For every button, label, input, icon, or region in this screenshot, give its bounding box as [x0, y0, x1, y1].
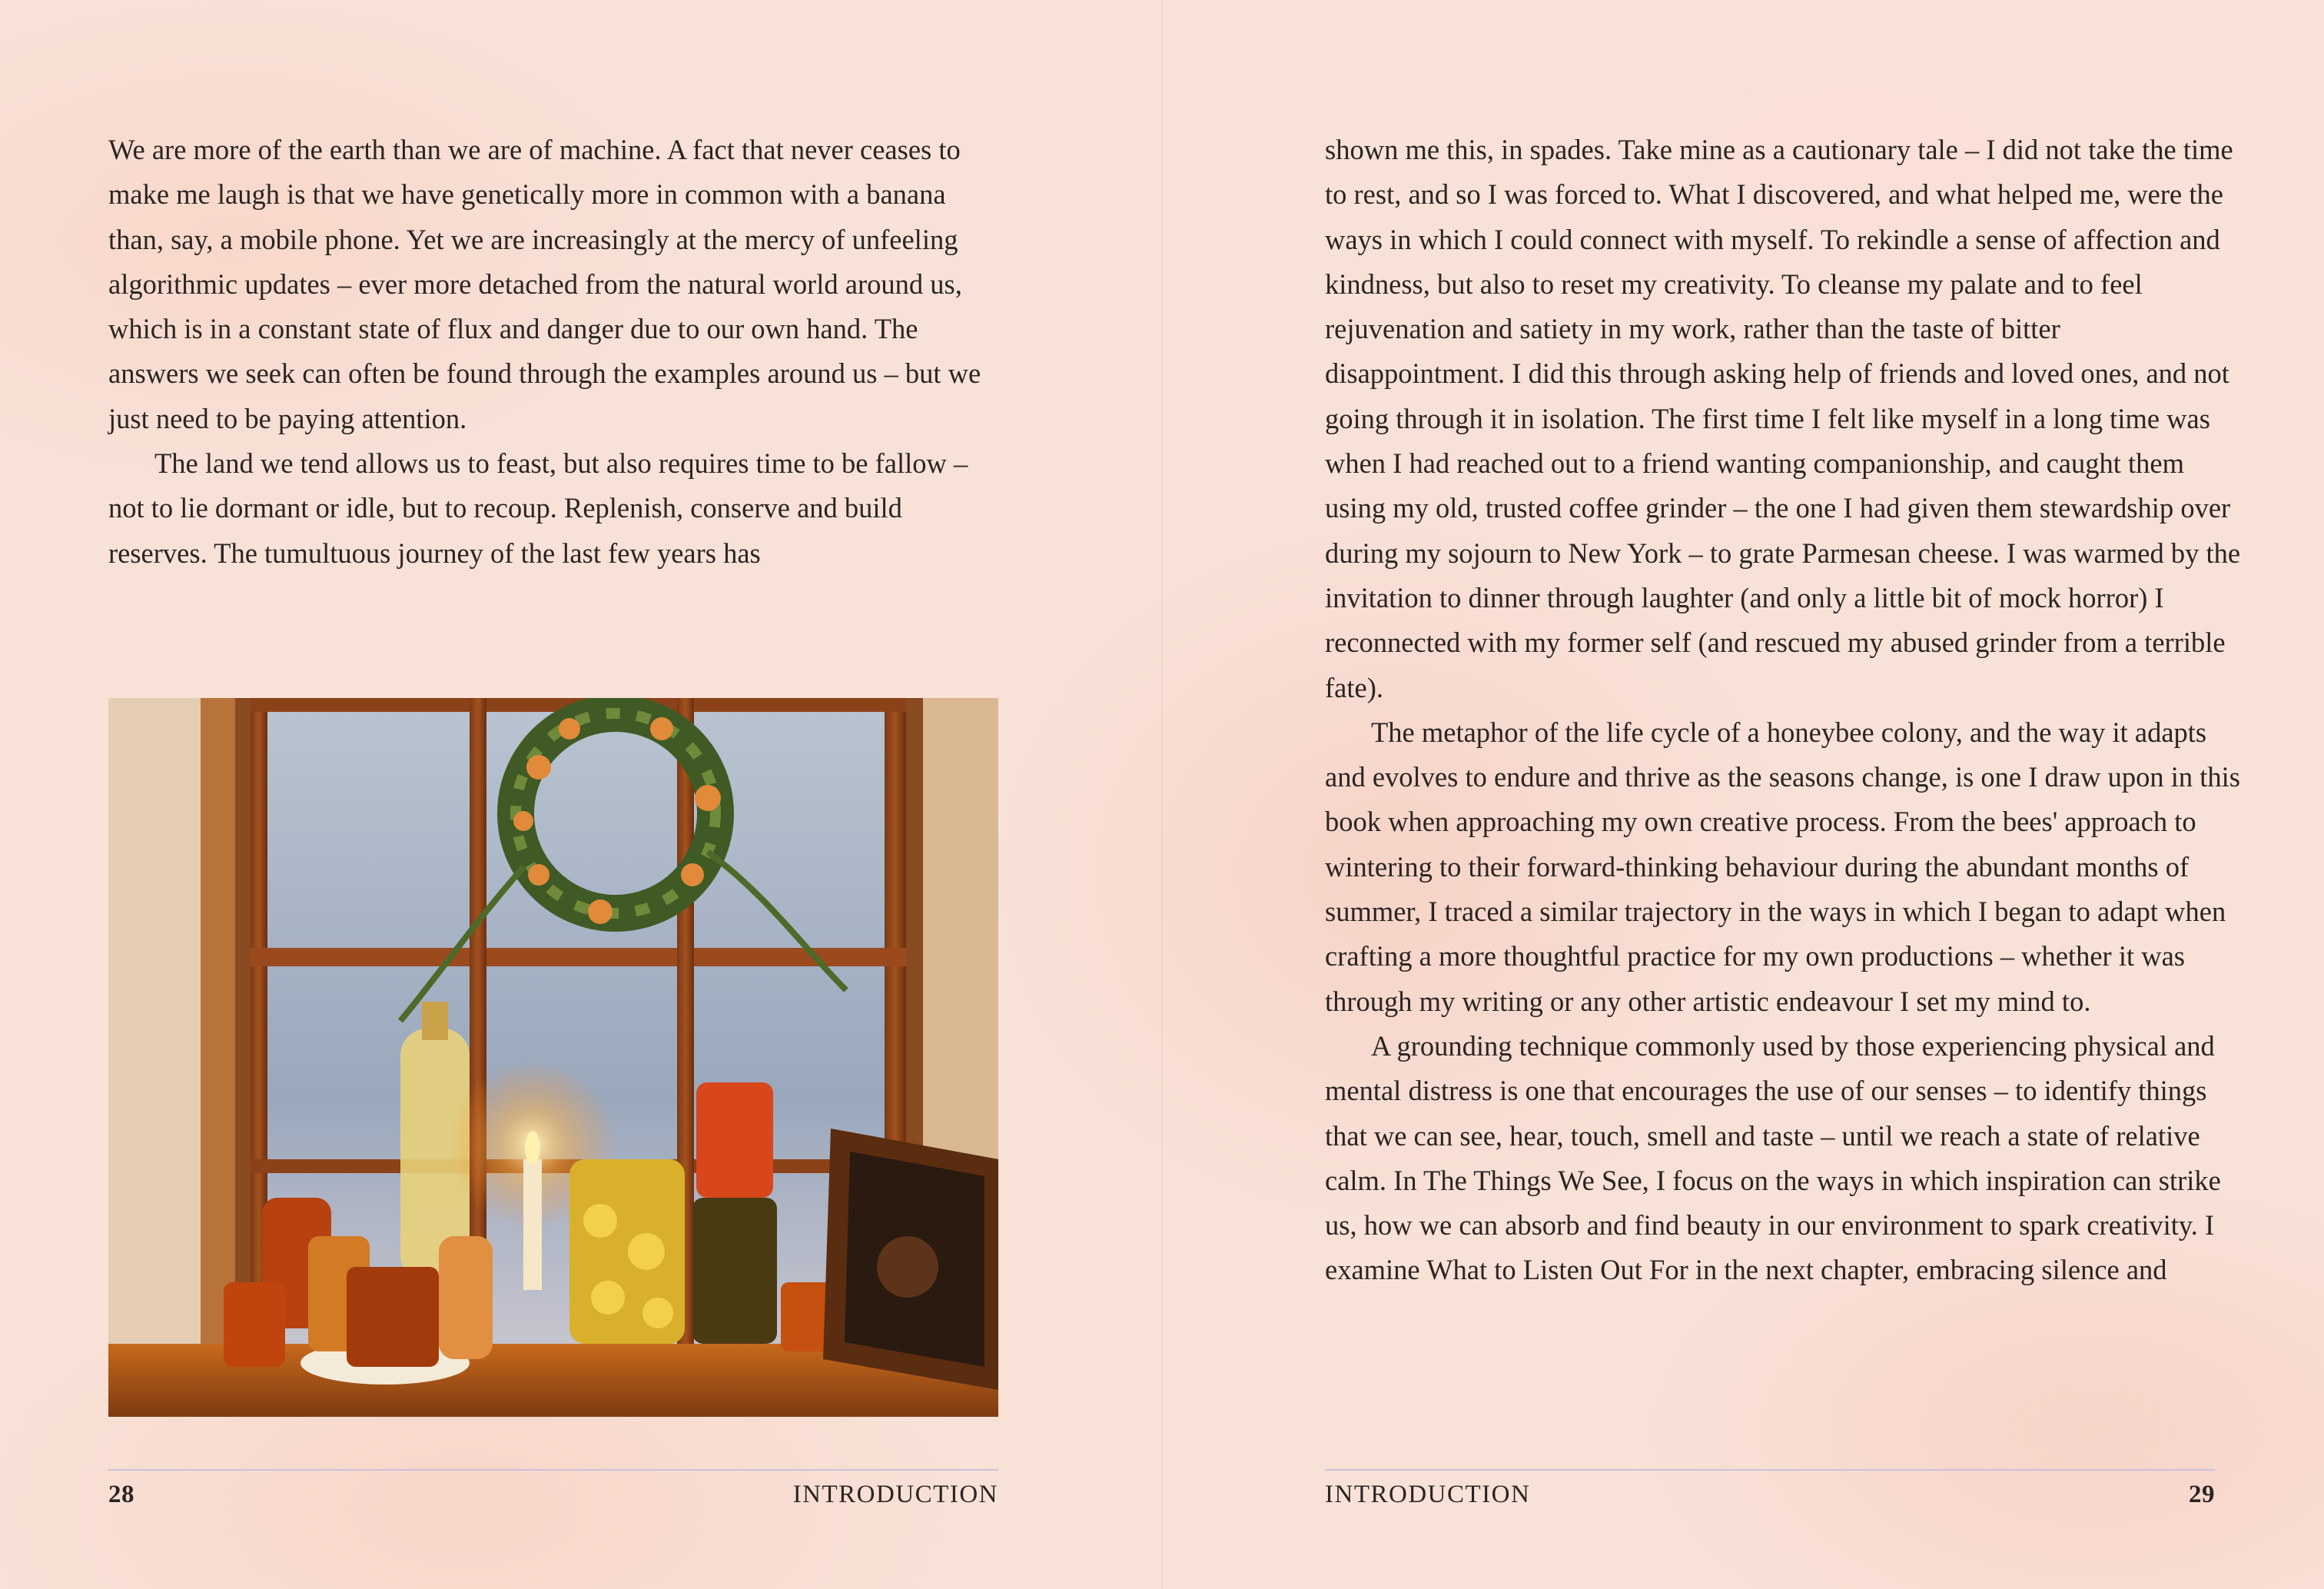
page-number-right: 29 [2189, 1481, 2215, 1508]
right-paragraph-2: The metaphor of the life cycle of a honeybee colony, and the way it adapts and evolves to endure and thrive as the seasons change, is one I draw upon in this book when approaching my own creative process. From the bees' approach to wintering to their forward-thinking behaviour during the abundant months of summer, I traced a similar trajectory in the ways in which I began to adapt when crafting a more thoughtful practice for my own productions – whether it was through my writing or any other artistic endeavour I set my mind to. [1325, 716, 2241, 1017]
running-head-right: INTRODUCTION [1325, 1481, 1531, 1508]
footer-rule-left [108, 1469, 998, 1471]
photo-illustration [108, 698, 998, 1417]
right-paragraph-3: A grounding technique commonly used by those experiencing physical and mental distress is one that encourages the use of our senses – to identify things that we can see, hear, touch, smell and taste – until we reach a state of relative calm. In The Things We See, I focus on the ways in which inspiration can strike us, how we can absorb and find beauty in our environment to spark creativity. I examine What to Listen Out For in the next chapter, embracing silence and [1325, 1029, 2221, 1286]
right-body-text [1325, 128, 2247, 1293]
right-page [1162, 0, 2324, 1589]
left-paragraph-2: The land we tend allows us to feast, but also requires time to be fallow – not to lie dormant or idle, but to recoup. Replenish, conserve and build reserves. The tumultuous journey of the last few years has [108, 447, 968, 569]
left-paragraph-1: We are more of the earth than we are of machine. A fact that never ceases to make me laugh is that we have genetically more in common with a banana than, say, a mobile phone. Yet we are increasingly at the mercy of unfeeling algorithmic updates – ever more detached from the natural world around us, which is in a constant state of flux and danger due to our own hand. The answers we seek can often be found through the examples around us – but we just need to be paying attention. [108, 134, 981, 434]
running-head-left: INTRODUCTION [792, 1481, 998, 1508]
left-body-text [108, 128, 992, 576]
page-number-left: 28 [108, 1481, 134, 1508]
footer-rule-right [1325, 1469, 2215, 1471]
window-still-life-photo [108, 698, 998, 1417]
right-paragraph-1: shown me this, in spades. Take mine as a cautionary tale – I did not take the time to rest, and so I was forced to. What I discovered, and what helped me, were the ways in which I could connect with myself. To rekindle a sense of affection and kindness, but also to reset my creativity. To cleanse my palate and to feel rejuvenation and satiety in my work, rather than the taste of bitter disappointment. I did this through asking help of friends and loved ones, and not going through it in isolation. The first time I felt like myself in a long time was when I had reached out to a friend wanting companionship, and caught them using my old, trusted coffee grinder – the one I had given them stewardship over during my sojourn to New York – to grate Parmesan cheese. I was warmed by the invitation to dinner through laughter (and only a little bit of mock horror) I reconnected with my former self (and rescued my abused grinder from a terrible fate). [1325, 134, 2241, 703]
